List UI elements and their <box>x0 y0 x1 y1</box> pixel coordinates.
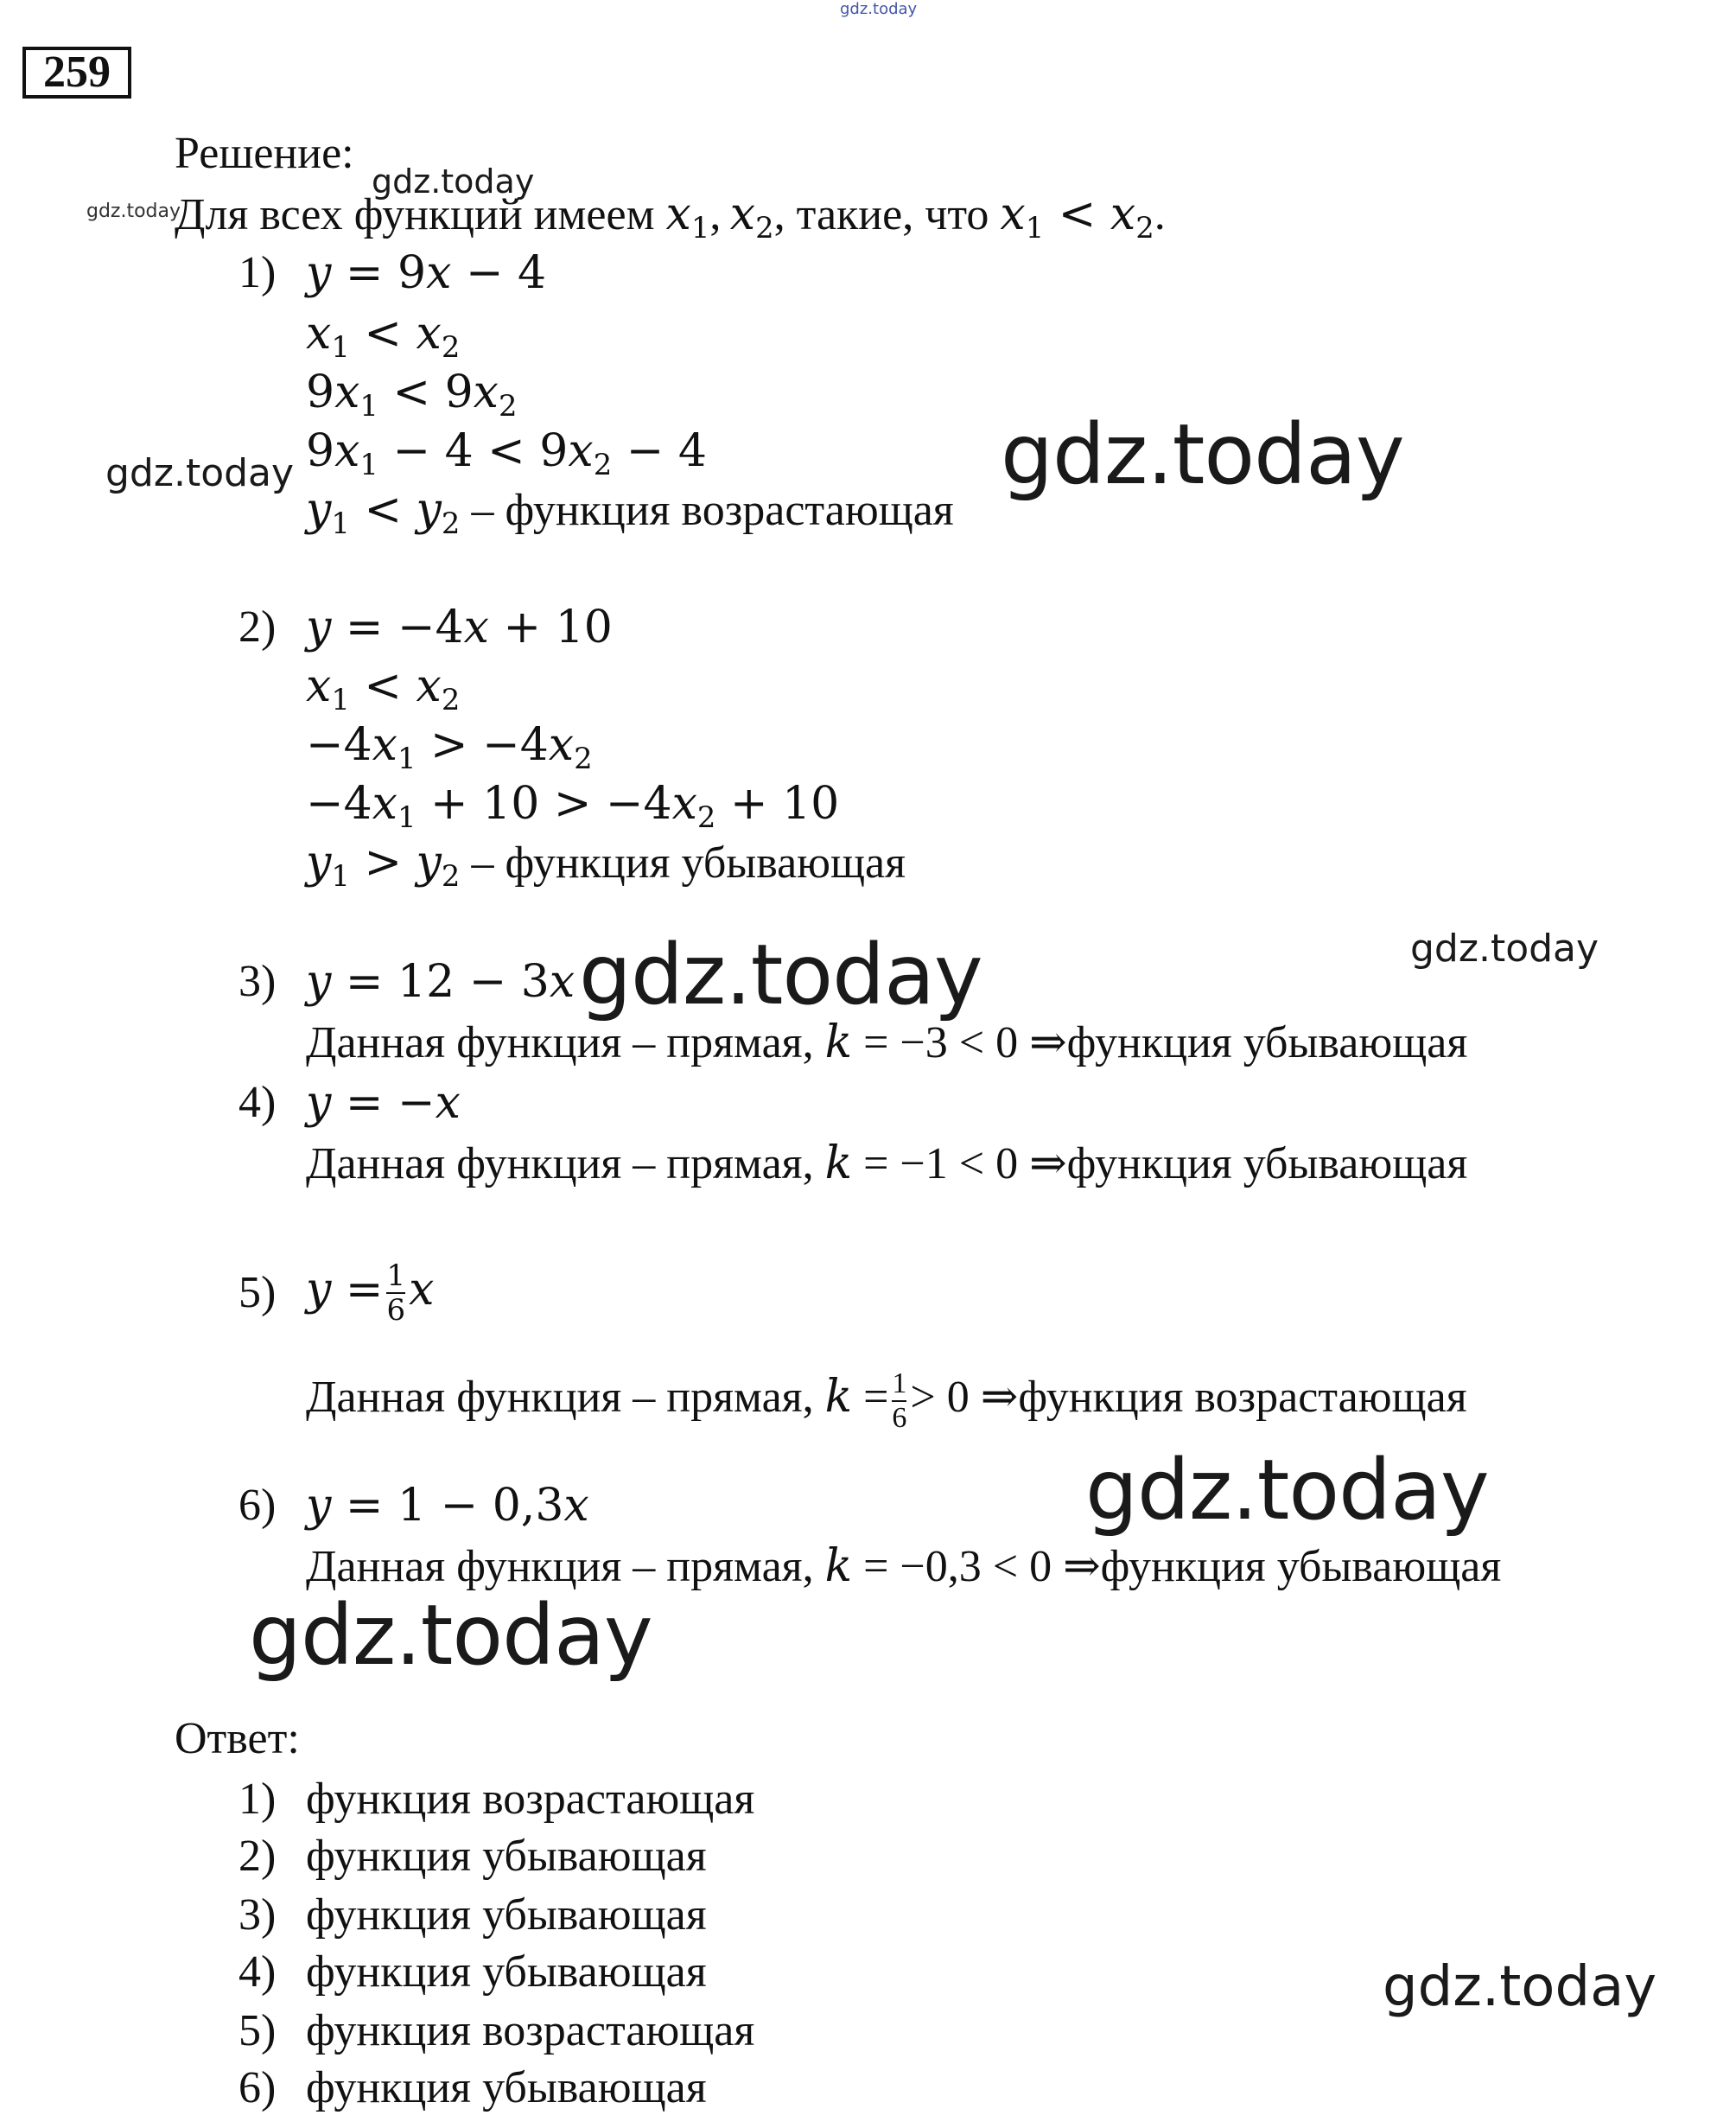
case-6-number: 6) <box>238 1481 277 1530</box>
watermark-right-mid: gdz.today <box>1410 927 1599 971</box>
case-2-step-2: $-4x_1 > -4x_2$ <box>306 719 593 776</box>
watermark-left-mid: gdz.today <box>105 451 295 495</box>
case-1-formula: y = 9x − 4 <box>306 247 547 299</box>
watermark-big-3: gdz.today <box>1085 1442 1489 1539</box>
answer-6-number: 6) <box>238 2063 277 2112</box>
case-3-number: 3) <box>238 957 277 1006</box>
watermark-bottom: gdz.today <box>1383 1955 1657 2019</box>
case-6-formula: y = 1 − 0,3x <box>306 1480 589 1532</box>
watermark-left-small: gdz.today <box>86 201 181 222</box>
case-1-step-3: $9x_1 - 4 < 9x_2 - 4$ <box>306 425 707 482</box>
case-1-number: 1) <box>238 248 277 297</box>
case-2-conclusion: $y_1 > y_2$ – функция убывающая <box>306 837 906 894</box>
problem-number: 259 <box>22 47 131 99</box>
answer-heading: Ответ: <box>175 1714 300 1763</box>
watermark-near-intro: gdz.today <box>372 162 535 201</box>
answer-5-text: функция возрастающая <box>306 2006 755 2055</box>
case-2-formula: y = −4x + 10 <box>306 602 613 653</box>
case-2-step-1: $x_1 < x_2$ <box>306 660 461 717</box>
case-5-number: 5) <box>238 1268 277 1317</box>
case-6-explanation: Данная функция – прямая, k = −0,3 < 0 ⇒функция убывающая <box>306 1540 1502 1592</box>
answer-3-text: функция убывающая <box>306 1890 707 1940</box>
case-5-explanation: Данная функция – прямая, k = $\frac{1}{6}$ > 0 ⇒функция возрастающая <box>306 1367 1467 1435</box>
case-1-step-2: $9x_1 < 9x_2$ <box>306 366 518 424</box>
case-3-formula: y = 12 − 3x <box>306 956 575 1008</box>
case-1-conclusion: $y_1 < y_2$ – функция возрастающая <box>306 484 954 541</box>
answer-3-number: 3) <box>238 1890 277 1940</box>
watermark-big-4: gdz.today <box>249 1587 652 1684</box>
solution-heading: Решение: <box>175 129 354 178</box>
case-2-step-3: $-4x_1 + 10 > -4x_2 + 10$ <box>306 778 840 835</box>
case-4-explanation: Данная функция – прямая, k = −1 < 0 ⇒функция убывающая <box>306 1137 1468 1189</box>
watermark-top: gdz.today <box>840 0 918 18</box>
case-2-number: 2) <box>238 602 277 652</box>
case-1-step-1: $x_1 < x_2$ <box>306 308 461 365</box>
answer-2-text: функция убывающая <box>306 1832 707 1881</box>
answer-1-text: функция возрастающая <box>306 1774 755 1824</box>
intro-line: Для всех функций имеем $x_1$, $x_2$, такие, что $x_1 < x_2$. <box>175 188 1166 245</box>
answer-1-number: 1) <box>238 1774 277 1824</box>
answer-4-text: функция убывающая <box>306 1947 707 1997</box>
case-3-explanation: Данная функция – прямая, k = −3 < 0 ⇒функция убывающая <box>306 1016 1468 1068</box>
case-5-formula: y = $\frac{1}{6}$ x <box>306 1258 435 1328</box>
watermark-big-1: gdz.today <box>1001 406 1404 503</box>
answer-6-text: функция убывающая <box>306 2063 707 2112</box>
case-4-formula: y = −x <box>306 1077 461 1129</box>
case-4-number: 4) <box>238 1078 277 1127</box>
watermark-big-2: gdz.today <box>579 927 982 1023</box>
answer-2-number: 2) <box>238 1832 277 1881</box>
answer-4-number: 4) <box>238 1947 277 1997</box>
answer-5-number: 5) <box>238 2006 277 2055</box>
